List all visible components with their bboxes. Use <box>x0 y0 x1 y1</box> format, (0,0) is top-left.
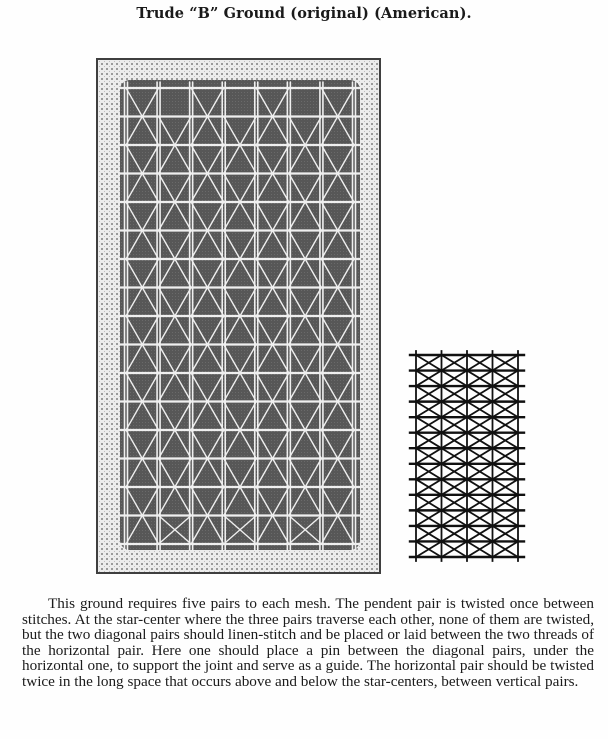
ground-diagram-image <box>406 347 528 565</box>
ground-diagram <box>406 347 528 565</box>
page-title: Trude “B” Ground (original) (American). <box>136 5 472 22</box>
description-paragraph: This ground requires five pairs to each mesh. The pendent pair is twisted once between stitches. At the star-center where the three pairs traverse each other, none of them are twisted, but the two diagonal pairs should linen-stitch and be placed or laid between the two threads of the horizontal pair. Here one should place a pin between the diagonal pairs, under the horizontal one, to support the joint and serve as a guide. The horizontal pair should be twisted twice in the long space that occurs above and below the star-centers, between vertical pairs. <box>22 595 594 690</box>
lace-photograph <box>96 58 381 574</box>
lace-photo-image <box>96 58 381 574</box>
